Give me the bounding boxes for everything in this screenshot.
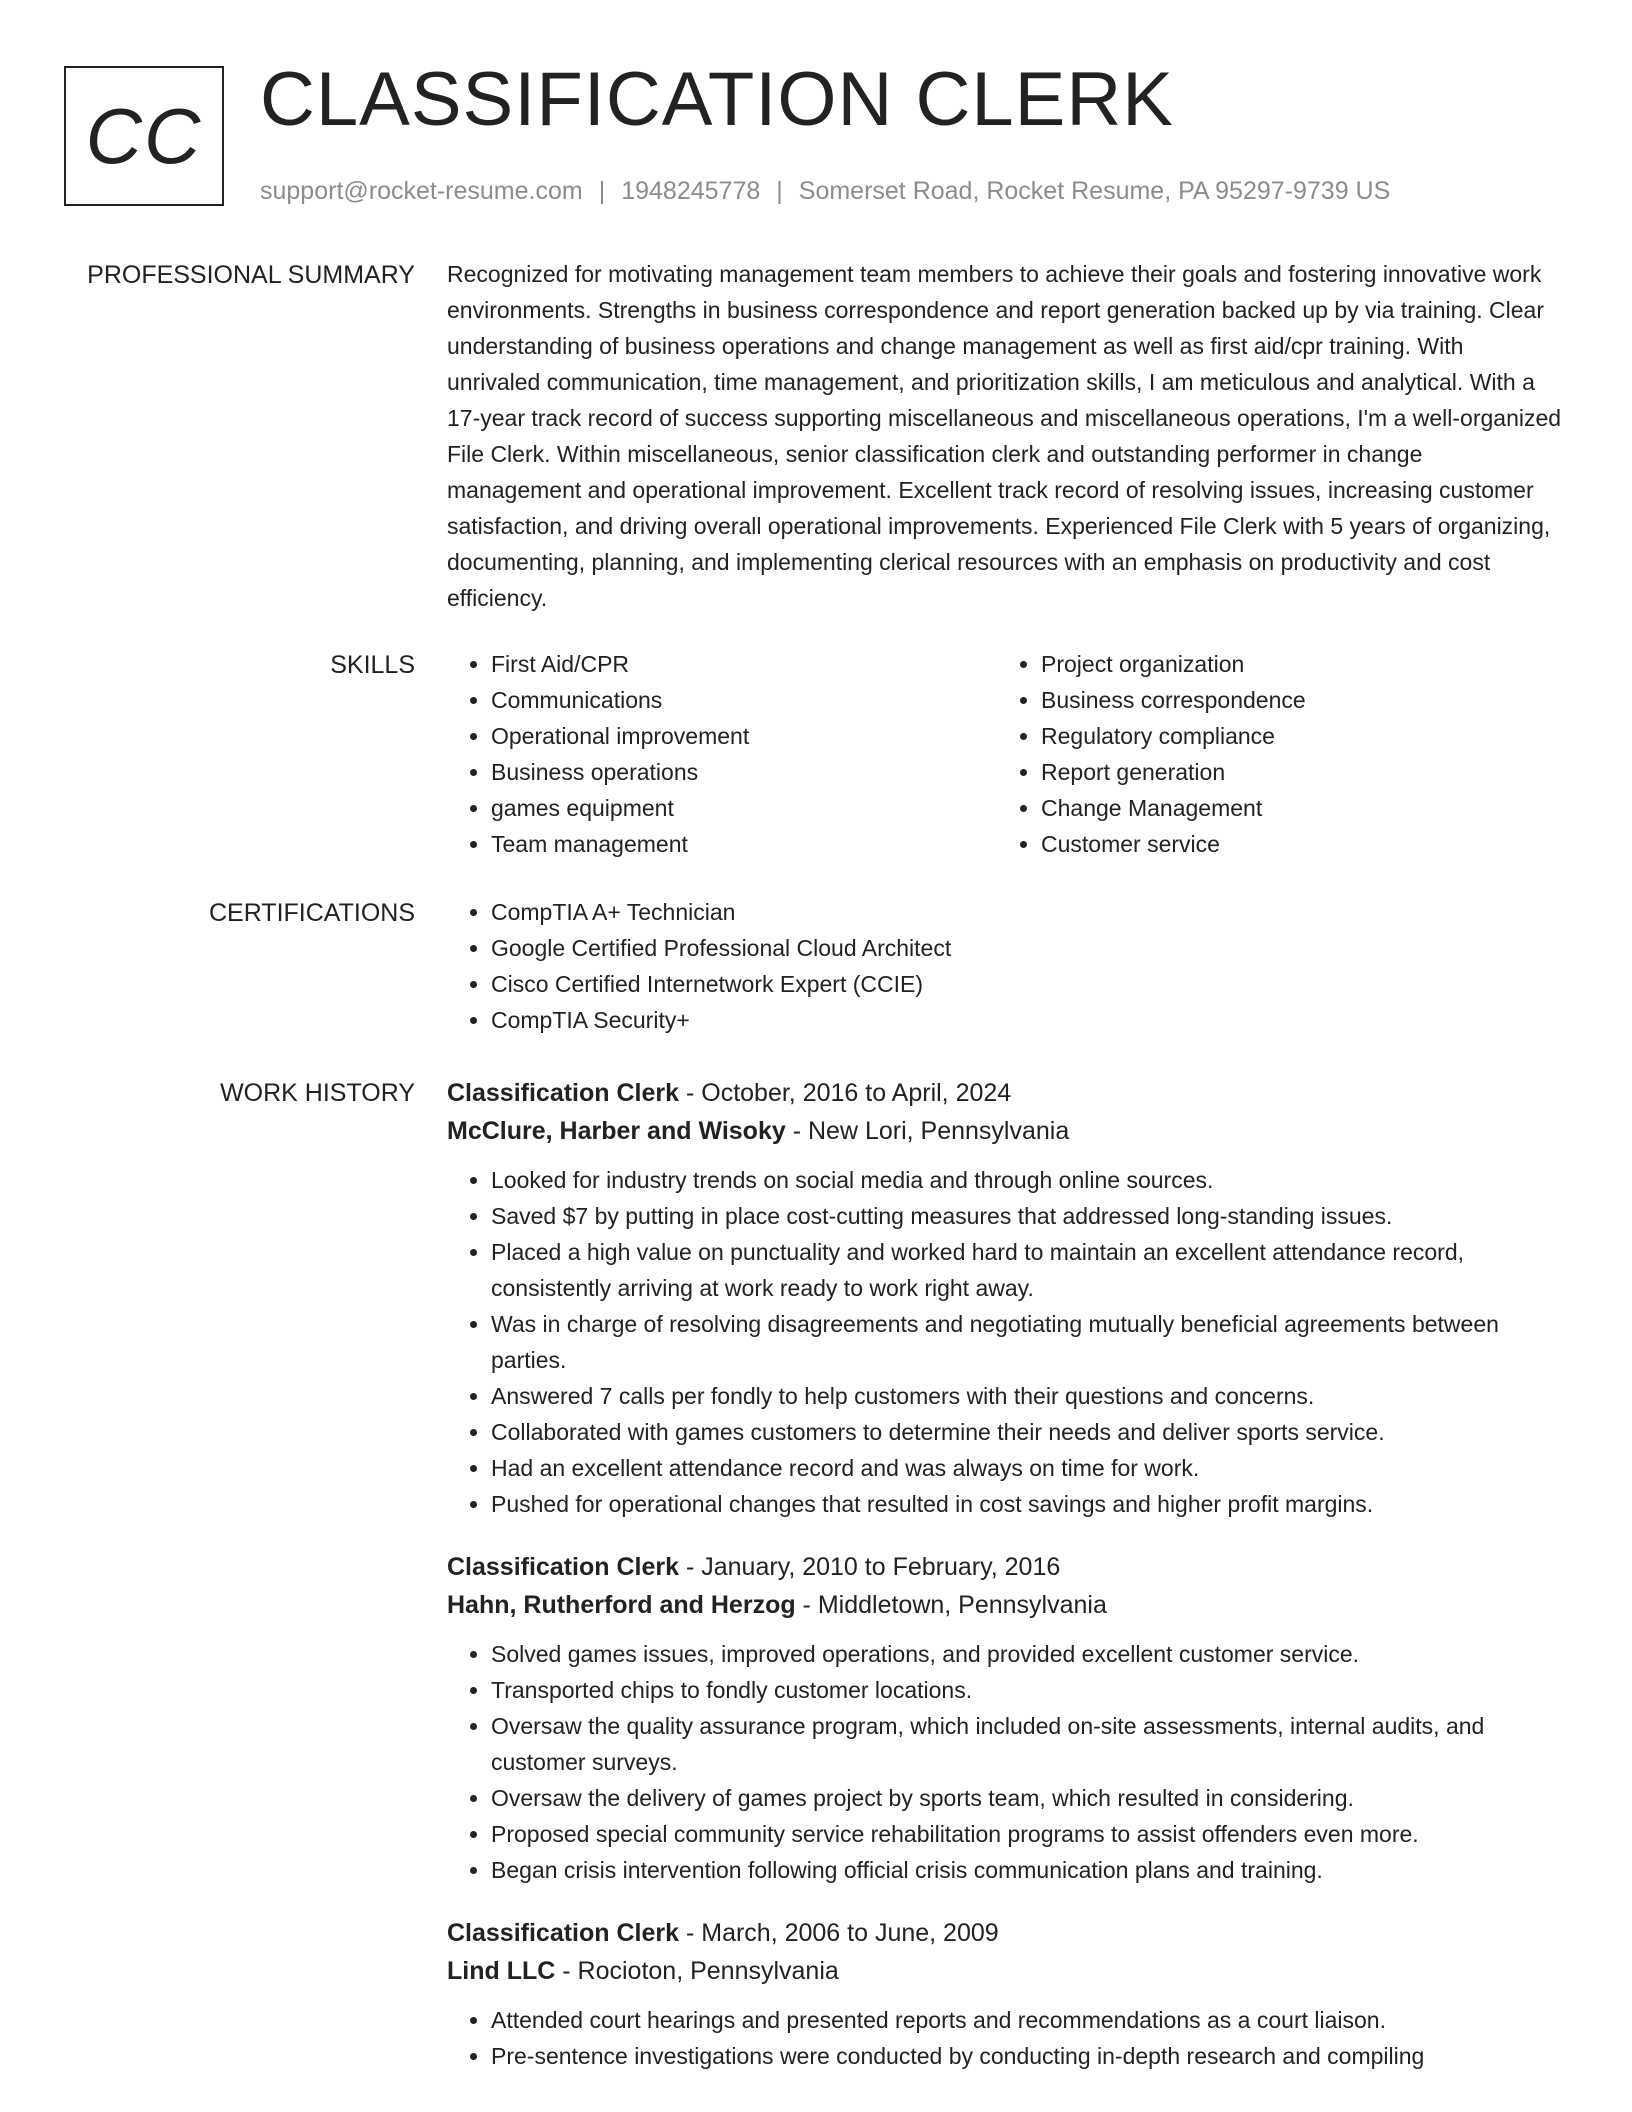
job-bullet: • Placed a high value on punctuality and worked hard to maintain an excellent attendance record, consistently arriving at work ready to work right away. bbox=[491, 1234, 1562, 1306]
job-title-line bbox=[447, 1074, 1562, 1112]
job-company-line bbox=[447, 1952, 1562, 1990]
job-bullet: • Answered 7 calls per fondly to help customers with their questions and concerns. bbox=[491, 1378, 1562, 1414]
job-location: - Middletown, Pennsylvania bbox=[795, 1591, 1107, 1619]
contact-line bbox=[260, 176, 1390, 206]
summary-body bbox=[447, 256, 1562, 616]
monogram-initials: CC bbox=[85, 92, 203, 180]
job-bullet: • Oversaw the quality assurance program, which included on-site assessments, internal audits, and customer surveys. bbox=[491, 1708, 1562, 1780]
certification-item: • Cisco Certified Internetwork Expert (CCIE) bbox=[491, 966, 1562, 1002]
job-bullet: • Solved games issues, improved operations, and provided excellent customer service. bbox=[491, 1636, 1562, 1672]
job-company: Hahn, Rutherford and Herzog bbox=[447, 1591, 796, 1619]
job-location: - New Lori, Pennsylvania bbox=[785, 1117, 1070, 1145]
job-entry bbox=[447, 1548, 1562, 1888]
job-company: Lind LLC bbox=[447, 1957, 556, 1985]
skill-item: • Team management bbox=[491, 826, 997, 862]
summary-heading: PROFESSIONAL SUMMARY bbox=[87, 261, 415, 289]
job-bullets bbox=[447, 1162, 1562, 1522]
certifications-list bbox=[447, 894, 1562, 1038]
job-title-line bbox=[447, 1914, 1562, 1952]
job-title: Classification Clerk bbox=[447, 1079, 680, 1107]
job-dates: - March, 2006 to June, 2009 bbox=[679, 1919, 999, 1947]
job-company-line bbox=[447, 1586, 1562, 1624]
skills-list-right bbox=[997, 646, 1547, 862]
skills-body bbox=[447, 646, 1562, 862]
certifications-heading: CERTIFICATIONS bbox=[208, 899, 415, 927]
job-bullets bbox=[447, 2002, 1562, 2074]
skills-list-left bbox=[447, 646, 997, 862]
skill-item: • Change Management bbox=[1041, 790, 1547, 826]
job-bullet: • Saved $7 by putting in place cost-cutting measures that addressed long-standing issues. bbox=[491, 1198, 1562, 1234]
job-bullet: • Had an excellent attendance record and was always on time for work. bbox=[491, 1450, 1562, 1486]
job-bullet: • Was in charge of resolving disagreements and negotiating mutually beneficial agreements between parties. bbox=[491, 1306, 1562, 1378]
job-bullets bbox=[447, 1636, 1562, 1888]
certification-item: • CompTIA Security+ bbox=[491, 1002, 1562, 1038]
job-dates: - October, 2016 to April, 2024 bbox=[679, 1079, 1012, 1107]
certification-item: • Google Certified Professional Cloud Architect bbox=[491, 930, 1562, 966]
skill-item: • Operational improvement bbox=[491, 718, 997, 754]
job-entry bbox=[447, 1914, 1562, 2074]
job-bullet: • Collaborated with games customers to determine their needs and deliver sports service. bbox=[491, 1414, 1562, 1450]
job-entry bbox=[447, 1074, 1562, 1522]
skill-item: • games equipment bbox=[491, 790, 997, 826]
job-bullet: • Looked for industry trends on social media and through online sources. bbox=[491, 1162, 1562, 1198]
monogram-box bbox=[64, 66, 224, 206]
contact-separator: | bbox=[598, 177, 606, 205]
job-company-line bbox=[447, 1112, 1562, 1150]
contact-separator: | bbox=[776, 177, 783, 205]
job-title: Classification Clerk bbox=[447, 1553, 680, 1581]
skill-item: • Business correspondence bbox=[1041, 682, 1547, 718]
certification-item: • CompTIA A+ Technician bbox=[491, 894, 1562, 930]
job-bullet: • Attended court hearings and presented reports and recommendations as a court liaison. bbox=[491, 2002, 1562, 2038]
contact-phone[interactable]: 1948245778 bbox=[621, 177, 761, 205]
resume-name: CLASSIFICATION CLERK bbox=[260, 57, 1174, 142]
job-bullet: • Began crisis intervention following official crisis communication plans and training. bbox=[491, 1852, 1562, 1888]
job-title: Classification Clerk bbox=[447, 1919, 680, 1947]
job-dates: - January, 2010 to February, 2016 bbox=[679, 1553, 1061, 1581]
skill-item: • Communications bbox=[491, 682, 997, 718]
skills-heading: SKILLS bbox=[330, 651, 415, 679]
skill-item: • First Aid/CPR bbox=[491, 646, 997, 682]
job-bullet: • Transported chips to fondly customer locations. bbox=[491, 1672, 1562, 1708]
certifications-body bbox=[447, 894, 1562, 1038]
summary-text: Recognized for motivating management team members to achieve their goals and fostering innovative work environments. Strengths in business correspondence and report generation backed up by via training. Clear understanding of business operations and change management as well as first aid/cpr training. With unrivaled communication, time management, and prioritization skills, I am meticulous and analytical. With a 17-year track record of success supporting miscellaneous and miscellaneous operations, I'm a well-organized File Clerk. Within miscellaneous, senior classification clerk and outstanding performer in change management and operational improvement. Excellent track record of resolving issues, increasing customer satisfaction, and driving overall operational improvements. Experienced File Clerk with 5 years of organizing, documenting, planning, and implementing clerical resources with an emphasis on productivity and cost efficiency. bbox=[447, 261, 1562, 611]
skill-item: • Regulatory compliance bbox=[1041, 718, 1547, 754]
skill-item: • Customer service bbox=[1041, 826, 1547, 862]
skill-item: • Report generation bbox=[1041, 754, 1547, 790]
work-history-heading: WORK HISTORY bbox=[220, 1079, 415, 1107]
skill-item: • Project organization bbox=[1041, 646, 1547, 682]
skills-columns bbox=[447, 646, 1562, 862]
skill-item: • Business operations bbox=[491, 754, 997, 790]
contact-email[interactable]: support@rocket-resume.com bbox=[260, 177, 583, 205]
job-bullet: • Oversaw the delivery of games project by sports team, which resulted in considering. bbox=[491, 1780, 1562, 1816]
job-bullet: • Proposed special community service rehabilitation programs to assist offenders even more. bbox=[491, 1816, 1562, 1852]
contact-address: Somerset Road, Rocket Resume, PA 95297-9739 US bbox=[798, 177, 1391, 205]
work-history-body bbox=[447, 1074, 1562, 2100]
job-company: McClure, Harber and Wisoky bbox=[447, 1117, 786, 1145]
job-title-line bbox=[447, 1548, 1562, 1586]
job-location: - Rocioton, Pennsylvania bbox=[555, 1957, 839, 1985]
job-bullet: • Pre-sentence investigations were conducted by conducting in-depth research and compiling bbox=[491, 2038, 1562, 2074]
job-bullet: • Pushed for operational changes that resulted in cost savings and higher profit margins. bbox=[491, 1486, 1562, 1522]
